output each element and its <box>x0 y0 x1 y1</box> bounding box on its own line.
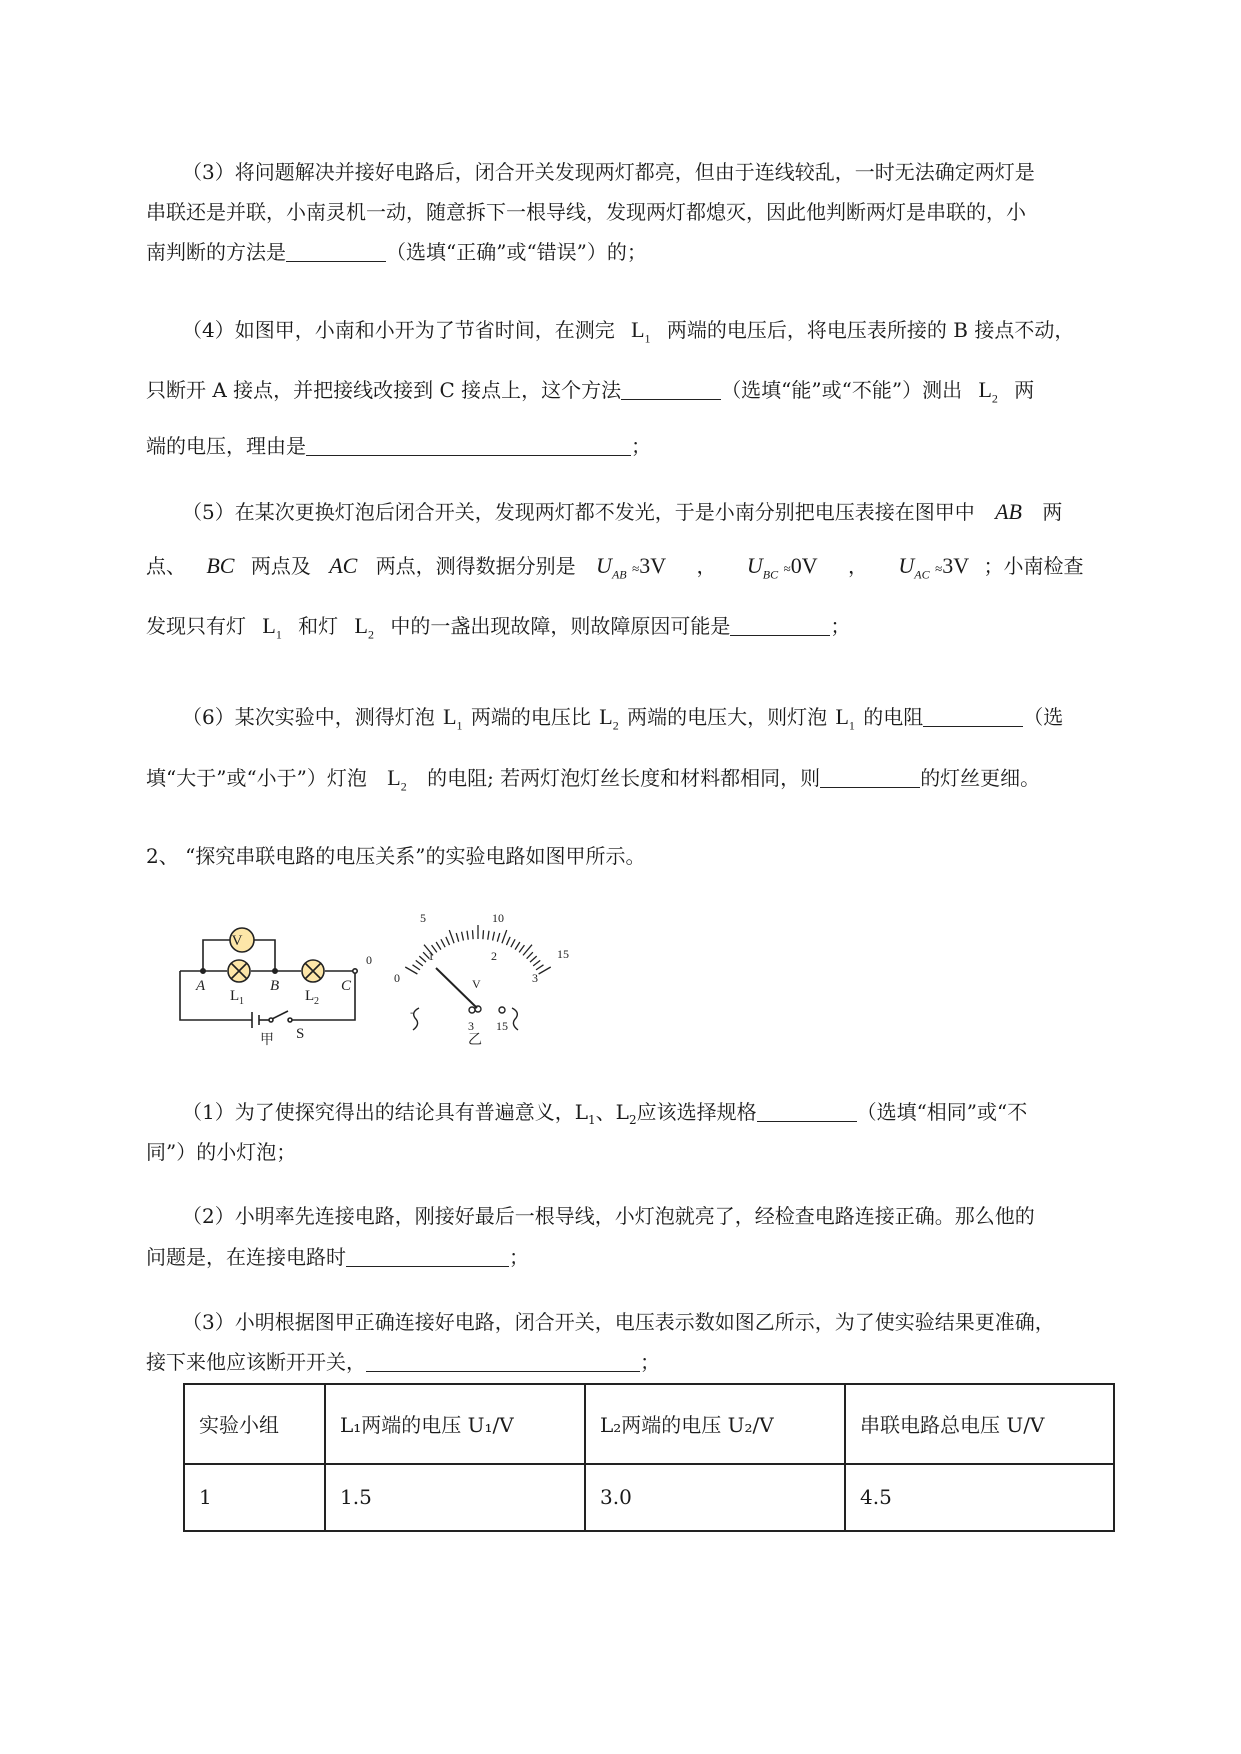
dial-tick <box>483 930 484 939</box>
q1-4-line-1 <box>182 316 1074 352</box>
switch-label: S <box>296 1026 305 1042</box>
text: 的电阻; 若两灯泡灯丝长度和材料都相同，则 <box>427 766 821 790</box>
dial-tick <box>515 942 520 950</box>
text: 、L <box>595 1100 629 1124</box>
dial-tick <box>530 956 537 962</box>
lamp-l1-label: L <box>230 988 240 1004</box>
text: （6）某次实验中，测得灯泡 <box>182 705 435 729</box>
text: 和灯 <box>298 614 339 638</box>
wire <box>203 940 230 971</box>
dial-unit: V <box>472 977 481 991</box>
symbol-l2: $L_2$ <box>599 704 619 733</box>
symbol-l1: $L_1$ <box>443 704 463 733</box>
text: 点、 <box>146 554 186 578</box>
dial-tick <box>497 933 499 942</box>
dial-tick <box>405 967 417 974</box>
figure-caption: 乙 <box>468 1032 482 1048</box>
voltmeter-dial-yi <box>366 908 584 1048</box>
lamp-l2-sub: 2 <box>314 996 319 1007</box>
text: （选填“相同”或“不 <box>856 1100 1028 1124</box>
needle <box>436 968 477 1008</box>
battery-icon <box>252 1012 259 1028</box>
text: 应该选择规格 <box>636 1100 757 1124</box>
table-header-cell: 串联电路总电压 U/V <box>845 1384 1114 1464</box>
svg-text:-: - <box>410 1008 414 1019</box>
text: ； <box>640 1350 660 1374</box>
dial-tick <box>502 930 507 943</box>
table-cell: 3.0 <box>585 1464 845 1531</box>
text: ； <box>509 1245 529 1269</box>
dial-tick <box>506 937 510 945</box>
symbol-l1: $L_1$ <box>835 704 855 733</box>
u-ac: $U_{AC} \approx 3V$ <box>898 553 970 582</box>
answer-blank[interactable] <box>820 765 920 788</box>
text: （1）为了使探究得出的结论具有普遍意义，L <box>182 1100 589 1124</box>
table-cell: 1 <box>184 1464 325 1531</box>
lamp-l1-sub: 1 <box>239 996 244 1007</box>
table-cell: 1.5 <box>325 1464 585 1531</box>
figure-caption: 甲 <box>260 1032 274 1048</box>
text: 两端的电压比 <box>470 705 591 729</box>
text: （选填“能”或“不能”）测出 <box>721 378 963 402</box>
node-b-label: B <box>270 978 280 994</box>
q1-3-line-2: 串联还是并联，小南灵机一动，随意拆下一根导线，发现两灯都熄灭，因此他判断两灯是串联的，小 <box>146 200 1026 224</box>
text: 只断开 A 接点，并把接线改接到 C 接点上，这个方法 <box>146 378 622 402</box>
text: 两端的电压大，则灯泡 <box>627 705 828 729</box>
node-a-label: A <box>196 978 206 994</box>
bottom-scale-0: 0 <box>394 971 400 985</box>
dial-tick <box>413 965 420 970</box>
symbol-l2: $L_2$ <box>354 613 374 642</box>
dial-tick <box>416 960 423 966</box>
dial-tick <box>527 952 533 958</box>
data-table <box>183 1383 1115 1532</box>
table-header-cell: L₂两端的电压 U₂/V <box>585 1384 845 1464</box>
circuit-diagram-jia <box>170 908 370 1046</box>
q1-3-line-1: （3）将问题解决并接好电路后，闭合开关发现两灯都亮，但由于连线较乱，一时无法确定两灯是 <box>182 160 1035 184</box>
q1-6-line-2 <box>146 764 1040 800</box>
dial-tick <box>446 937 450 945</box>
text: 的电阻 <box>863 705 924 729</box>
answer-blank[interactable] <box>306 433 631 456</box>
table-header-row <box>184 1384 1114 1464</box>
answer-blank[interactable] <box>730 613 830 636</box>
symbol-ac: AC <box>329 553 358 578</box>
text: 填“大于”或“小于”）灯泡 <box>146 766 367 790</box>
terminal-3-icon <box>469 1007 475 1013</box>
symbol-bc: BC <box>206 553 235 578</box>
u-ab: $U_{AB} \approx 3V$ <box>596 553 667 582</box>
text: 两端的电压后，将电压表所接的 B 接点不动， <box>666 318 1075 342</box>
dial-tick <box>419 956 426 962</box>
text: 发现只有灯 <box>146 614 246 638</box>
table-header-cell: 实验小组 <box>184 1384 325 1464</box>
node-c-label: C <box>341 978 352 994</box>
text: 问题是，在连接电路时 <box>146 1245 346 1269</box>
q2-2-line-2 <box>146 1243 529 1271</box>
symbol-ab: AB <box>995 499 1022 524</box>
text: ； <box>830 614 851 638</box>
text: （4）如图甲，小南和小开为了节省时间，在测完 <box>182 318 615 342</box>
answer-blank[interactable] <box>366 1349 640 1372</box>
q1-5-line-3 <box>146 612 850 648</box>
answer-blank[interactable] <box>286 239 386 262</box>
text: 两点，测得数据分别是 <box>375 554 576 578</box>
answer-blank[interactable] <box>621 377 721 400</box>
dial-tick <box>536 965 543 970</box>
text: 两 <box>1014 378 1035 402</box>
text: ；小南检查 <box>983 554 1084 578</box>
text: ； <box>631 434 651 458</box>
symbol-l2: $L_2$ <box>978 377 998 406</box>
top-scale-5: 5 <box>420 911 426 925</box>
q1-3-line-3 <box>146 238 647 266</box>
top-scale-0: 0 <box>366 953 372 967</box>
table-header-cell: L₁两端的电压 U₁/V <box>325 1384 585 1464</box>
text: 中的一盏出现故障，则故障原因可能是 <box>390 614 731 638</box>
top-scale-15: 15 <box>557 947 569 961</box>
top-scale-10: 10 <box>492 911 504 925</box>
terminal-15-icon <box>499 1007 505 1013</box>
dial-tick <box>511 939 515 947</box>
symbol-l1: $L_1$ <box>262 613 282 642</box>
q2-3-line-1: （3）小明根据图甲正确连接好电路，闭合开关，电压表示数如图乙所示，为了使实验结果更准确， <box>182 1310 1055 1334</box>
dial-tick <box>533 960 540 966</box>
terminal-3: 3 <box>468 1019 474 1033</box>
text: 接下来他应该断开开关， <box>146 1350 366 1374</box>
bottom-scale-1: 1 <box>428 949 434 963</box>
q2-2-line-1: （2）小明率先连接电路，刚接好最后一根导线，小灯泡就亮了，经检查电路连接正确。那么他的 <box>182 1204 1035 1228</box>
q2-1-line-1: （1）为了使探究得出的结论具有普遍意义，$L_1$、$L_2$应该选择规格 （选填“相同”或“不 <box>182 1100 1028 1127</box>
q1-6-line-1 <box>182 703 1063 739</box>
text: 端的电压，理由是 <box>146 434 306 458</box>
answer-blank[interactable] <box>757 1099 857 1122</box>
bottom-scale-2: 2 <box>491 949 497 963</box>
q2-3-line-2 <box>146 1348 660 1376</box>
text: （选填“正确”或“错误”）的； <box>386 240 647 264</box>
dial-tick <box>488 931 489 940</box>
voltmeter-label: V <box>231 933 243 949</box>
dial-tick <box>493 932 495 941</box>
dial-tick <box>539 967 551 974</box>
q1-5-line-2: 点、 BC 两点及 AC 两点，测得数据分别是 $U_{AB} \approx 3V$ ， $U_{BC} \approx 0V$ ， $U_{AC} \approx 3V$ ；小南检查 <box>146 552 1083 588</box>
q1-4-line-3 <box>146 432 651 460</box>
answer-blank[interactable] <box>923 704 1023 727</box>
symbol-l1: $L_1$ <box>631 317 651 346</box>
lamp-l2-label: L <box>305 988 315 1004</box>
dial-tick <box>436 942 441 950</box>
dial-tick <box>449 930 454 943</box>
dial-tick <box>456 933 458 942</box>
dial-tick <box>467 931 468 940</box>
u-bc: $U_{BC} \approx 0V$ <box>746 553 818 582</box>
text: 两点及 <box>250 554 311 578</box>
text: （5）在某次更换灯泡后闭合开关，发现两灯都不发光，于是小南分别把电压表接在图甲中 <box>182 500 975 524</box>
wire <box>254 940 275 971</box>
text: 南判断的方法是 <box>146 240 286 264</box>
wire-icon <box>413 1008 419 1030</box>
q1-4-line-2 <box>146 376 1034 412</box>
dial-tick <box>472 930 473 939</box>
dial-tick <box>519 945 524 952</box>
q2-title: 2、 “探究串联电路的电压关系”的实验电路如图甲所示。 <box>146 844 646 868</box>
text: 的灯丝更细。 <box>920 766 1041 790</box>
q1-5-line-1 <box>182 498 1062 526</box>
answer-blank[interactable] <box>346 1244 509 1267</box>
dial-tick <box>462 932 464 941</box>
text: （选 <box>1023 705 1064 729</box>
text: 两 <box>1042 500 1063 524</box>
table-row <box>184 1464 1114 1531</box>
q2-1-line-2: 同”）的小灯泡； <box>146 1140 297 1164</box>
wire-icon <box>512 1008 518 1030</box>
table-cell: 4.5 <box>845 1464 1114 1531</box>
bottom-scale-3: 3 <box>532 971 538 985</box>
symbol-l2: $L_2$ <box>387 765 407 794</box>
terminal-15: 15 <box>496 1019 508 1033</box>
dial-tick <box>441 939 445 947</box>
